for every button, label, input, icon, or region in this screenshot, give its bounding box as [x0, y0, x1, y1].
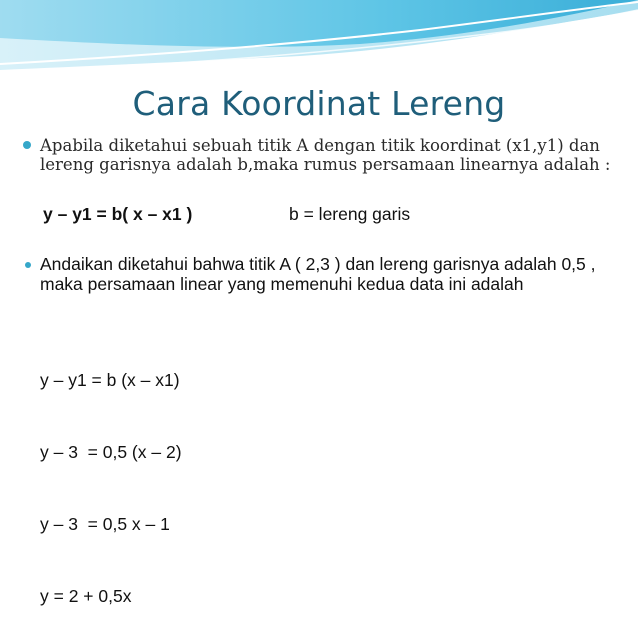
formula-note: b = lereng garis: [289, 204, 411, 224]
bullet-text-1: Apabila diketahui sebuah titik A dengan titik koordinat (x1,y1) dan lereng garisnya adalah b,maka rumus persamaan linearnya adalah :: [40, 136, 611, 174]
equation-line: y – y1 = b (x – x1): [40, 370, 180, 390]
header-wave-decoration: [0, 0, 638, 80]
equation-line: y – 3 = 0,5 (x – 2): [40, 442, 182, 462]
bullet-text-2: Andaikan diketahui bahwa titik A ( 2,3 ) dan lereng garisnya adalah 0,5 , maka persamaan linear yang memenuhi kedua data ini adalah: [40, 254, 596, 294]
formula-text: y – y1 = b( x – x1 ): [43, 204, 193, 224]
bullet-marker: [25, 262, 31, 268]
bullet-marker: [23, 141, 31, 149]
equation-list: [40, 320, 182, 632]
equation-line: y – 3 = 0,5 x – 1: [40, 514, 170, 534]
equation-line: y = 2 + 0,5x: [40, 586, 132, 606]
slide-title: Cara Koordinat Lereng: [132, 84, 506, 123]
